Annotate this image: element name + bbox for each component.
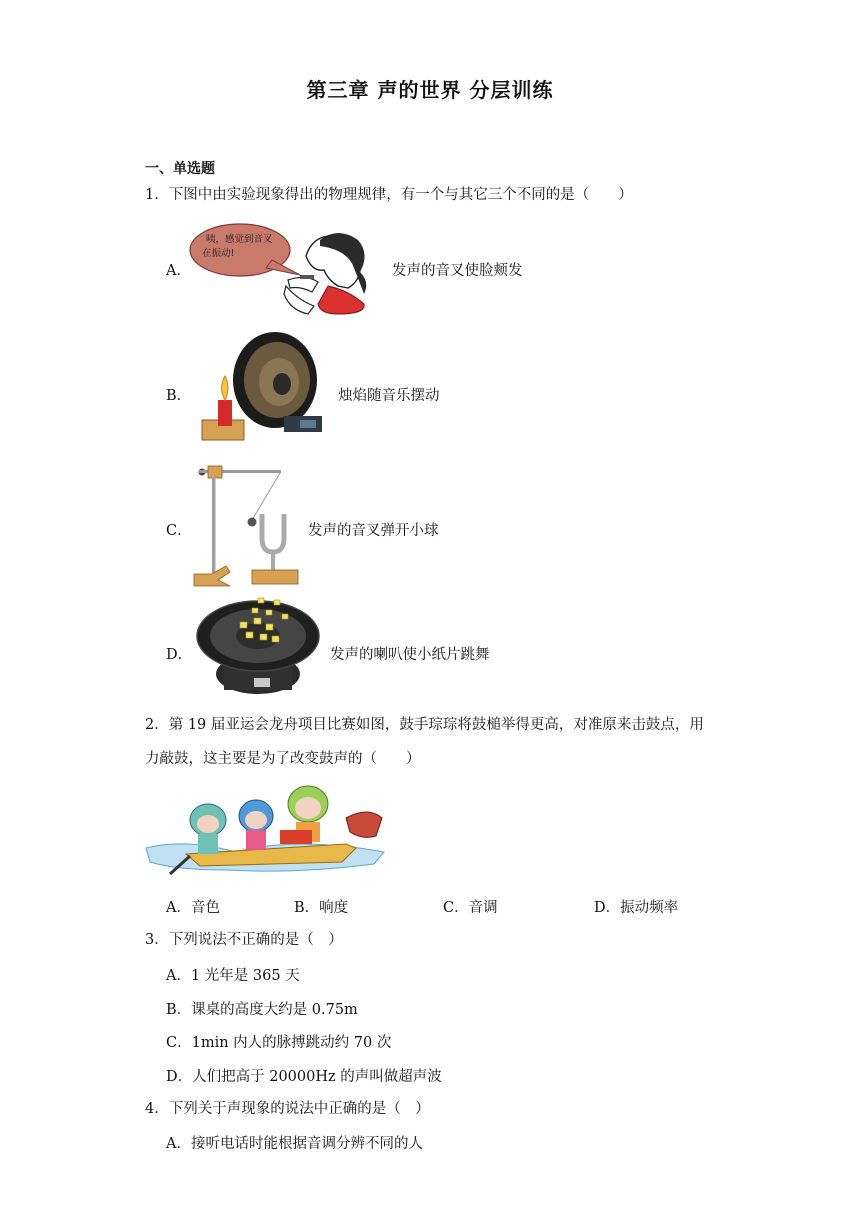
tuning-fork-ball-illustration bbox=[190, 462, 305, 590]
question-3-stem: 3．下列说法不正确的是（ ） bbox=[145, 932, 343, 948]
q3-option-d: D．人们把高于 20000Hz 的声叫做超声波 bbox=[166, 1069, 442, 1085]
q2-option-a: A．音色 bbox=[166, 900, 220, 916]
q4-option-a: A．接听电话时能根据音调分辨不同的人 bbox=[166, 1136, 423, 1152]
question-1-stem: 1．下图中由实验现象得出的物理规律，有一个与其它三个不同的是（ ） bbox=[145, 187, 633, 203]
q2-option-b: B．响度 bbox=[294, 900, 349, 916]
girl-tuning-fork-illustration bbox=[188, 220, 373, 315]
q1-option-c-letter: C． bbox=[166, 523, 192, 539]
q3-option-c: C．1min 内人的脉搏跳动约 70 次 bbox=[166, 1035, 392, 1051]
q1-option-a-letter: A． bbox=[166, 263, 191, 279]
q1-option-b-letter: B． bbox=[166, 388, 192, 404]
page-title: 第三章 声的世界 分层训练 bbox=[306, 78, 554, 102]
question-2-stem-line-1: 2．第 19 届亚运会龙舟项目比赛如图，鼓手琮琮将鼓槌举得更高，对准原来击鼓点，用 bbox=[145, 717, 704, 733]
q1-option-d-letter: D． bbox=[166, 647, 193, 663]
q1-option-b-caption: 烛焰随音乐摆动 bbox=[338, 388, 440, 404]
bubble-line-1: 咦，感觉到音叉 bbox=[206, 234, 273, 245]
candle-speaker-illustration bbox=[200, 330, 325, 445]
q3-option-a: A．1 光年是 365 天 bbox=[166, 968, 300, 984]
speaker-paper-illustration bbox=[196, 594, 322, 700]
section-heading: 一、单选题 bbox=[145, 161, 215, 177]
question-4-stem: 4．下列关于声现象的说法中正确的是（ ） bbox=[145, 1101, 430, 1117]
q2-option-d: D．振动频率 bbox=[594, 900, 679, 916]
q3-option-b: B．课桌的高度大约是 0.75m bbox=[166, 1002, 358, 1018]
q1-option-a-caption: 发声的音叉使脸颊发 bbox=[392, 263, 523, 279]
question-2-stem-line-2: 力敲鼓，这主要是为了改变鼓声的（ ） bbox=[145, 751, 421, 767]
bubble-line-2: 在振动! bbox=[202, 248, 235, 259]
q2-option-c: C．音调 bbox=[443, 900, 498, 916]
q1-option-c-caption: 发声的音叉弹开小球 bbox=[308, 523, 439, 539]
dragon-boat-illustration bbox=[146, 778, 386, 882]
q1-option-d-caption: 发声的喇叭使小纸片跳舞 bbox=[330, 647, 490, 663]
